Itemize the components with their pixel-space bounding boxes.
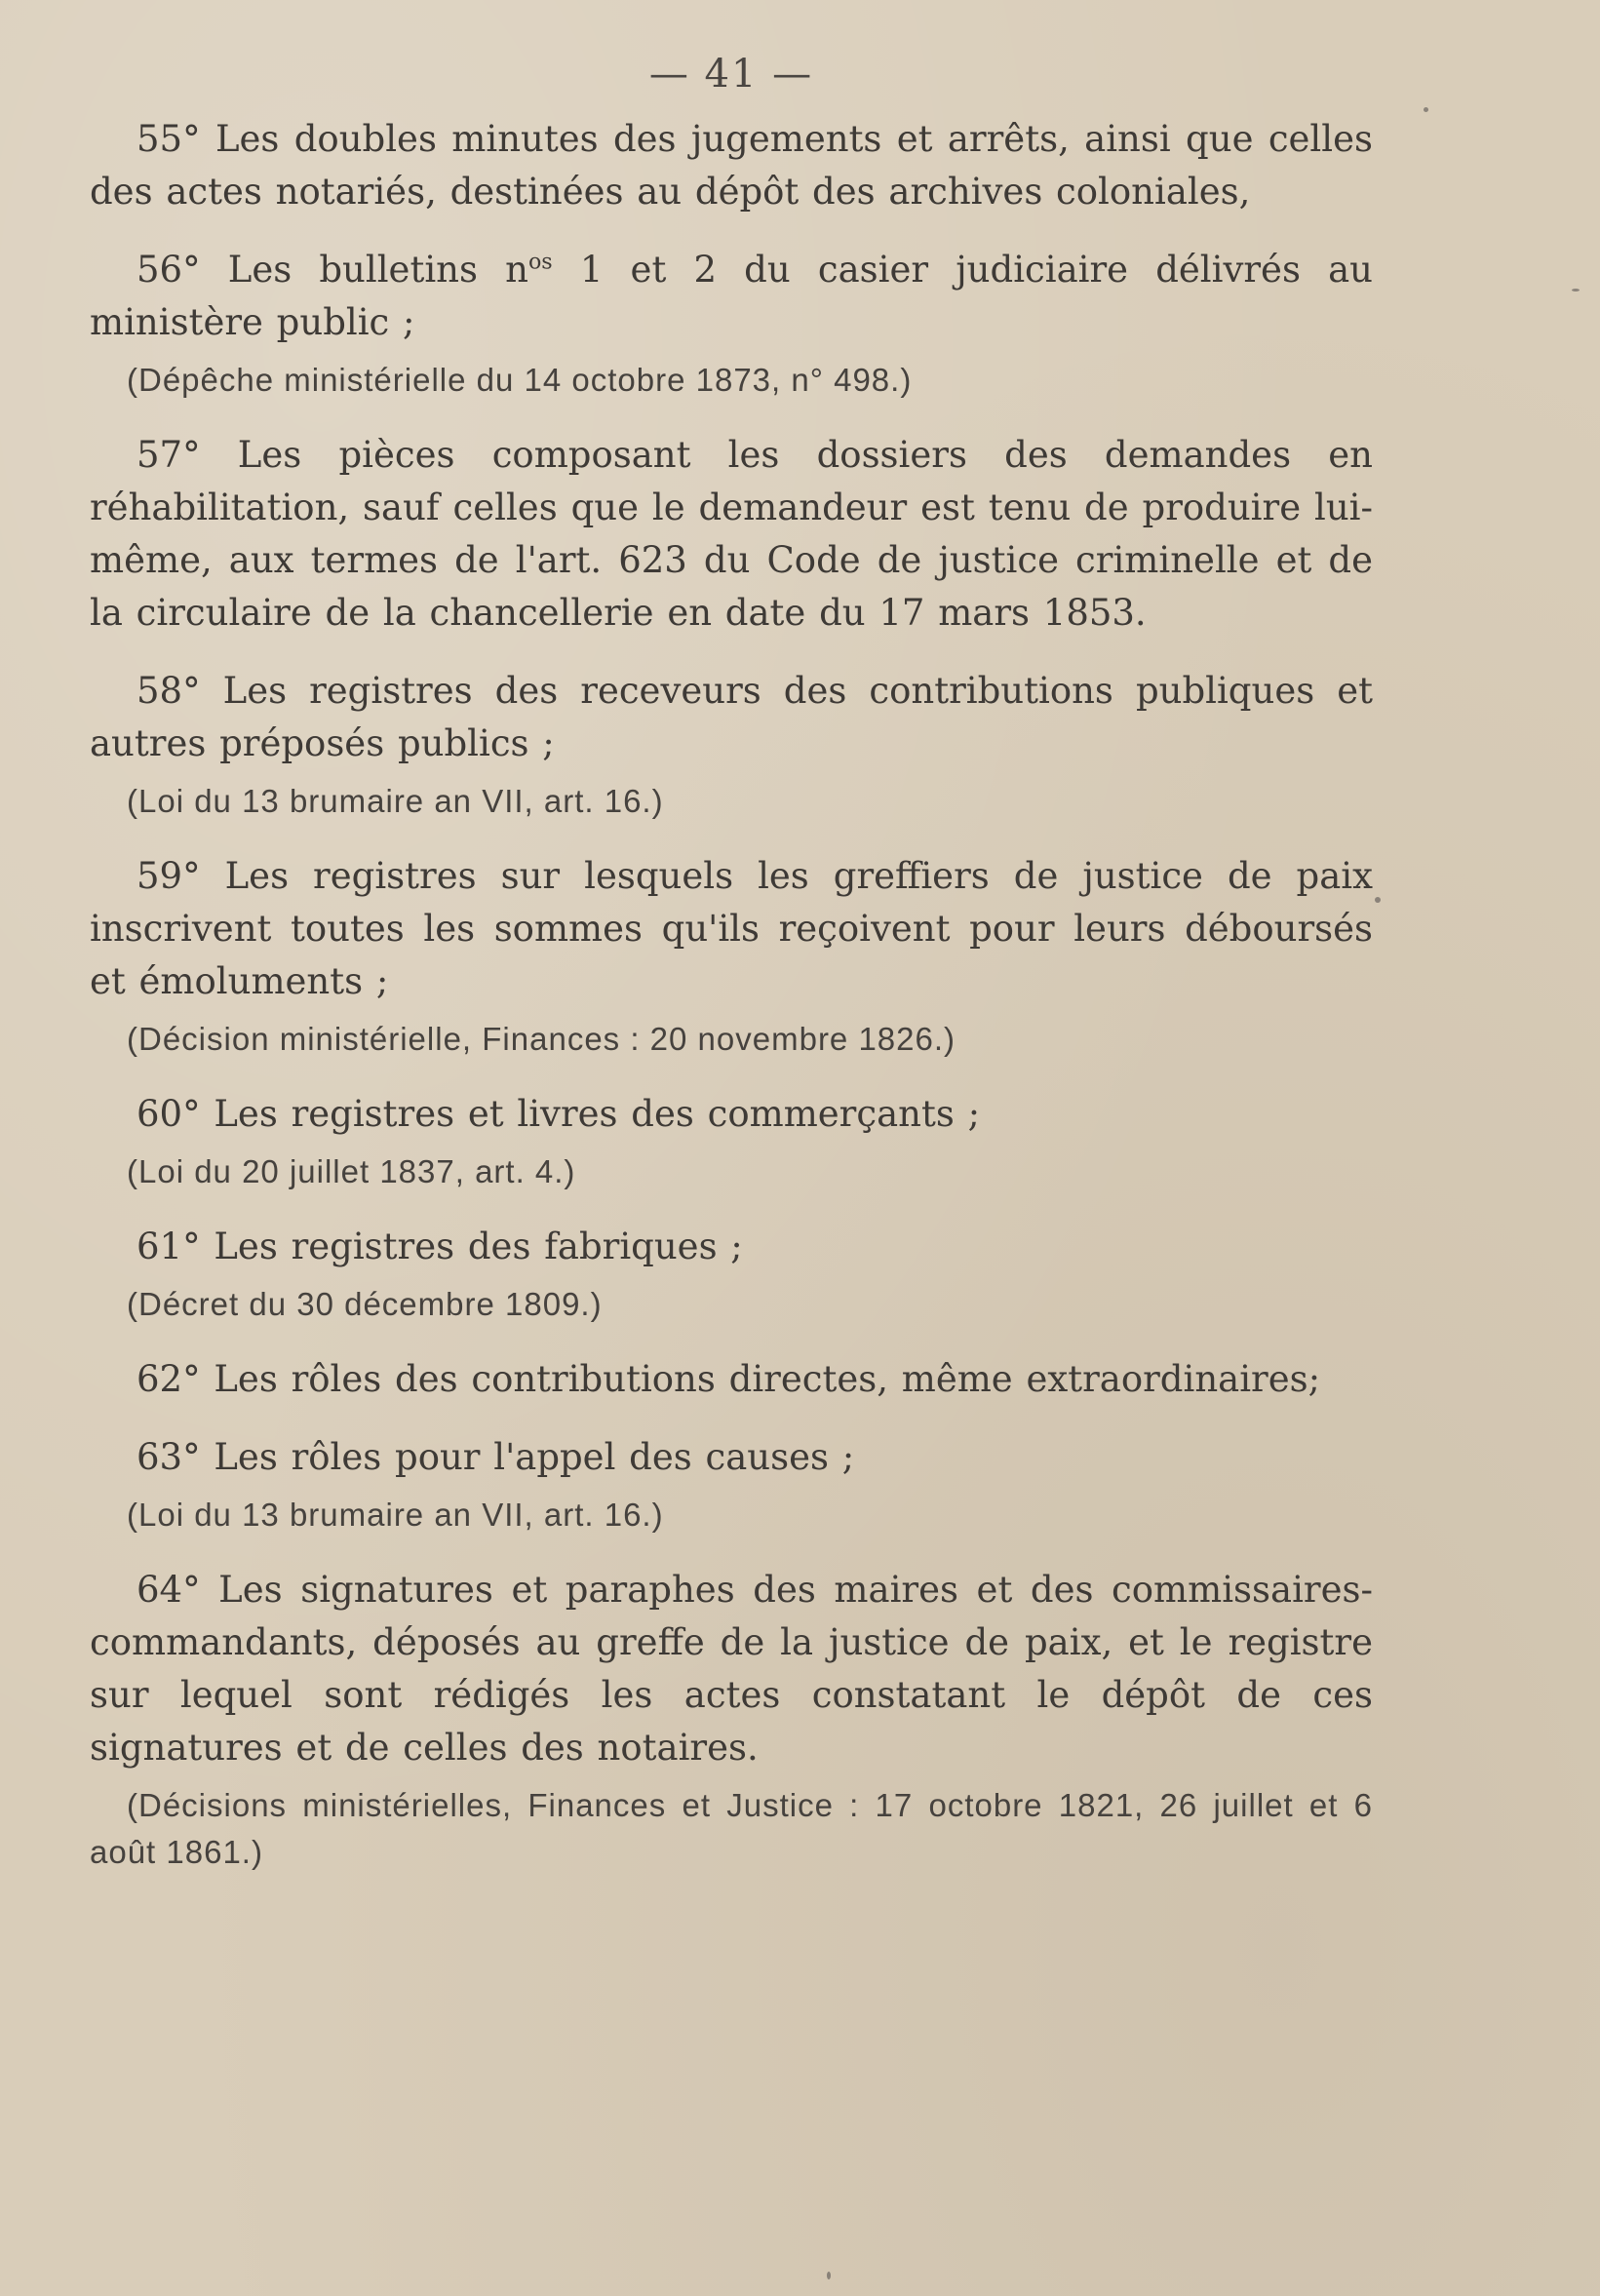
paragraph-56 [90, 244, 1373, 349]
reference-64: (Décisions ministérielles, Finances et Justice : 17 octobre 1821, 26 juillet et 6 août 1861.) [90, 1787, 1373, 1870]
paper-speck [1572, 289, 1580, 292]
item-number: 59° [137, 855, 201, 897]
item-number: 62° [137, 1358, 201, 1400]
paragraph-59 [90, 850, 1373, 1008]
reference-63: (Loi du 13 brumaire an VII, art. 16.) [127, 1497, 664, 1533]
paragraph-60 [90, 1088, 1373, 1141]
item-number: 58° [137, 670, 201, 712]
item-text: Les rôles des contributions directes, même extraordinaires; [200, 1358, 1321, 1400]
item-text: Les signatures et paraphes des maires et des commissaires-commandants, déposés au greffe de la justice de paix, et le registre sur lequel sont rédigés les actes constatant le dépôt de ces signatures et de celles des notaires. [90, 1569, 1373, 1769]
item-number: 63° [137, 1436, 201, 1478]
reference-58: (Loi du 13 brumaire an VII, art. 16.) [127, 783, 664, 819]
document-page [90, 49, 1373, 1876]
item-number: 61° [137, 1226, 201, 1267]
reference-59: (Décision ministérielle, Finances : 20 novembre 1826.) [127, 1021, 956, 1057]
item-number: 57° [137, 434, 201, 476]
paragraph-61 [90, 1221, 1373, 1273]
paragraph-55 [90, 113, 1373, 218]
paper-speck [827, 2272, 831, 2279]
reference-61: (Décret du 30 décembre 1809.) [127, 1286, 603, 1322]
item-text: Les registres sur lesquels les greffiers de justice de paix inscrivent toutes les sommes qu'ils reçoivent pour leurs déboursés et émoluments ; [90, 855, 1373, 1002]
paper-speck [1424, 107, 1428, 112]
item-text: Les pièces composant les dossiers des demandes en réhabilitation, sauf celles que le demandeur est tenu de produire lui-même, aux termes de l'art. 623 du Code de justice criminelle et de la circulaire de la chancellerie en date du 17 mars 1853. [90, 434, 1373, 634]
paragraph-58 [90, 665, 1373, 770]
reference-60: (Loi du 20 juillet 1837, art. 4.) [127, 1153, 576, 1189]
reference-56: (Dépêche ministérielle du 14 octobre 1873, n° 498.) [127, 362, 913, 398]
item-text: Les rôles pour l'appel des causes ; [200, 1436, 855, 1478]
item-text: Les registres des fabriques ; [200, 1226, 743, 1267]
item-number: 60° [137, 1093, 201, 1135]
paper-speck [1375, 897, 1381, 903]
item-number: 55° [137, 118, 201, 160]
item-text: Les registres des receveurs des contributions publiques et autres préposés publics ; [90, 670, 1373, 764]
item-text: Les doubles minutes des jugements et arrêts, ainsi que celles des actes notariés, destinées au dépôt des archives coloniales, [90, 118, 1373, 213]
item-text-continued: 1 et 2 du casier judiciaire délivrés au ministère public ; [90, 249, 1373, 343]
item-text: Les registres et livres des commerçants ; [200, 1093, 981, 1135]
paragraph-63 [90, 1431, 1373, 1484]
page-number: — 41 — [648, 52, 814, 97]
paragraph-64 [90, 1564, 1373, 1774]
item-number: 64° [137, 1569, 201, 1611]
paragraph-57 [90, 429, 1373, 640]
item-superscript: os [527, 249, 553, 275]
item-number: 56° [137, 249, 201, 291]
paragraph-62 [90, 1353, 1373, 1406]
item-text: Les bulletins n [200, 249, 528, 291]
